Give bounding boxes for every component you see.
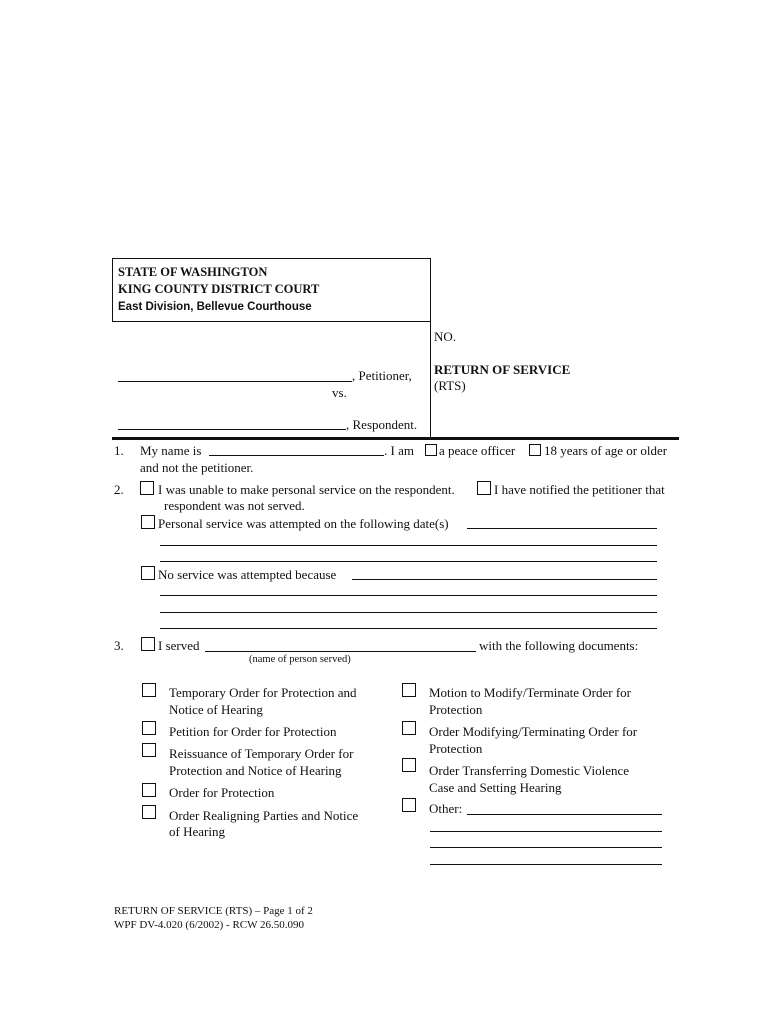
person-served-field[interactable] xyxy=(205,651,476,652)
doc-reissuance-line1: Reissuance of Temporary Order for xyxy=(169,746,354,761)
doc-checkbox-transferring[interactable] xyxy=(402,758,416,772)
caption-divider-vertical xyxy=(430,258,431,438)
adult-age-checkbox[interactable] xyxy=(529,444,541,456)
doc-order-modifying-line2: Protection xyxy=(429,741,483,756)
doc-temporary-order-line2: Notice of Hearing xyxy=(169,702,263,717)
doc-checkbox-motion-modify[interactable] xyxy=(402,683,416,697)
peace-officer-label: a peace officer xyxy=(439,443,516,458)
item-1-iam: . I am xyxy=(384,443,414,458)
peace-officer-checkbox[interactable] xyxy=(425,444,437,456)
doc-checkbox-temporary-order[interactable] xyxy=(142,683,156,697)
caption-thick-rule xyxy=(112,437,679,440)
doc-other-label: Other: xyxy=(429,801,463,816)
document-title-abbr: (RTS) xyxy=(434,378,466,393)
respondent-name-field[interactable] xyxy=(118,429,346,430)
doc-order-protection-line1: Order for Protection xyxy=(169,785,275,800)
petitioner-label: , Petitioner, xyxy=(352,368,412,383)
caption-box-left xyxy=(112,258,113,322)
doc-realigning-line2: of Hearing xyxy=(169,824,225,839)
no-service-label: No service was attempted because xyxy=(158,567,337,582)
other-document-field-1[interactable] xyxy=(467,814,662,815)
item-1-continuation: and not the petitioner. xyxy=(140,460,254,475)
attempt-dates-field-2[interactable] xyxy=(160,545,657,546)
unable-to-serve-label: I was unable to make personal service on the respondent. xyxy=(158,482,455,497)
caption-box-top xyxy=(112,258,431,259)
notified-petitioner-checkbox[interactable] xyxy=(477,481,491,495)
respondent-label: , Respondent. xyxy=(346,417,418,432)
item-3-number: 3. xyxy=(114,638,124,653)
other-document-field-2[interactable] xyxy=(430,831,662,832)
no-service-reason-field-2[interactable] xyxy=(160,595,657,596)
case-number-label: NO. xyxy=(434,329,457,344)
doc-checkbox-other[interactable] xyxy=(402,798,416,812)
server-name-field[interactable] xyxy=(209,455,384,456)
document-title: RETURN OF SERVICE xyxy=(434,362,571,377)
doc-reissuance-line2: Protection and Notice of Hearing xyxy=(169,763,342,778)
court-state: STATE OF WASHINGTON xyxy=(118,265,268,279)
item-2-continuation: respondent was not served. xyxy=(164,498,305,513)
doc-checkbox-reissuance[interactable] xyxy=(142,743,156,757)
other-document-field-4[interactable] xyxy=(430,864,662,865)
court-name: KING COUNTY DISTRICT COURT xyxy=(118,282,320,296)
doc-checkbox-order-protection[interactable] xyxy=(142,783,156,797)
doc-transferring-line2: Case and Setting Hearing xyxy=(429,780,562,795)
court-division: East Division, Bellevue Courthouse xyxy=(118,301,312,313)
doc-realigning-line1: Order Realigning Parties and Notice xyxy=(169,808,359,823)
other-document-field-3[interactable] xyxy=(430,847,662,848)
person-served-sublabel: (name of person served) xyxy=(249,654,351,665)
no-service-reason-field-1[interactable] xyxy=(352,579,657,580)
doc-order-modifying-line1: Order Modifying/Terminating Order for xyxy=(429,724,638,739)
versus-label: vs. xyxy=(332,385,347,400)
item-2-number: 2. xyxy=(114,482,124,497)
petitioner-name-field[interactable] xyxy=(118,381,352,382)
item-1-myname: My name is xyxy=(140,443,202,458)
item-1-number: 1. xyxy=(114,443,124,458)
attempt-dates-field-3[interactable] xyxy=(160,561,657,562)
attempted-service-label: Personal service was attempted on the following date(s) xyxy=(158,516,449,531)
served-documents-label: with the following documents: xyxy=(479,638,639,653)
no-service-reason-field-4[interactable] xyxy=(160,628,657,629)
no-service-reason-field-3[interactable] xyxy=(160,612,657,613)
doc-checkbox-order-modifying[interactable] xyxy=(402,721,416,735)
adult-age-label: 18 years of age or older xyxy=(544,443,668,458)
doc-petition-line1: Petition for Order for Protection xyxy=(169,724,337,739)
no-service-checkbox[interactable] xyxy=(141,566,155,580)
doc-motion-modify-line1: Motion to Modify/Terminate Order for xyxy=(429,685,631,700)
unable-to-serve-checkbox[interactable] xyxy=(140,481,154,495)
doc-motion-modify-line2: Protection xyxy=(429,702,483,717)
attempt-dates-field-1[interactable] xyxy=(467,528,657,529)
served-checkbox[interactable] xyxy=(141,637,155,651)
doc-temporary-order-line1: Temporary Order for Protection and xyxy=(169,685,357,700)
served-label: I served xyxy=(158,638,200,653)
footer-form-id: WPF DV-4.020 (6/2002) - RCW 26.50.090 xyxy=(114,919,305,931)
doc-checkbox-realigning[interactable] xyxy=(142,805,156,819)
footer-page-info: RETURN OF SERVICE (RTS) – Page 1 of 2 xyxy=(114,905,313,917)
caption-box-bottom xyxy=(112,321,431,322)
doc-transferring-line1: Order Transferring Domestic Violence xyxy=(429,763,630,778)
doc-checkbox-petition[interactable] xyxy=(142,721,156,735)
notified-petitioner-label: I have notified the petitioner that xyxy=(494,482,665,497)
attempted-service-checkbox[interactable] xyxy=(141,515,155,529)
